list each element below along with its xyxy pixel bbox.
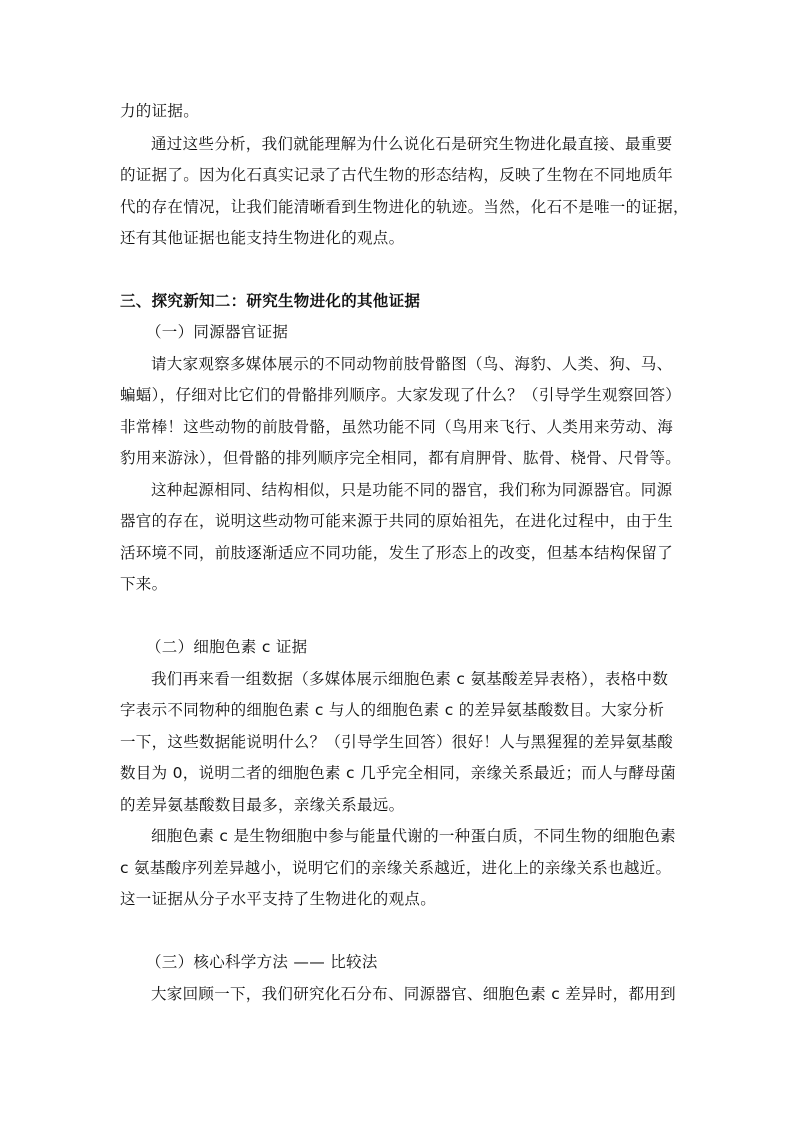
text-line: 数目为 0，说明二者的细胞色素 c 几乎完全相同，亲缘关系最近；而人与酵母菌 xyxy=(120,764,677,782)
section-heading: 三、探究新知二：研究生物进化的其他证据 xyxy=(120,292,421,310)
text-line: 通过这些分析，我们就能理解为什么说化石是研究生物进化最直接、最重要 xyxy=(151,135,673,153)
text-line: 豹用来游泳），但骨骼的排列顺序完全相同，都有肩胛骨、肱骨、桡骨、尺骨等。 xyxy=(120,449,682,467)
text-line: 这种起源相同、结构相似，只是功能不同的器官，我们称为同源器官。同源 xyxy=(151,481,673,499)
text-line: c 氨基酸序列差异越小，说明它们的亲缘关系越近，进化上的亲缘关系也越近。 xyxy=(120,859,672,877)
text-line: 我们再来看一组数据（多媒体展示细胞色素 c 氨基酸差异表格），表格中数 xyxy=(151,670,669,688)
subsection-heading: （三）核心科学方法 —— 比较法 xyxy=(146,953,378,971)
text-line: 还有其他证据也能支持生物进化的观点。 xyxy=(120,229,405,247)
text-line: 力的证据。 xyxy=(120,102,200,120)
text-line: 这一证据从分子水平支持了生物进化的观点。 xyxy=(120,890,437,908)
text-line: 蝙蝠），仔细对比它们的骨骼排列顺序。大家发现了什么？（引导学生观察回答） xyxy=(120,386,682,404)
text-line: 代的存在情况，让我们能清晰看到生物进化的轨迹。当然，化石不是唯一的证据， xyxy=(120,198,689,216)
subsection-heading: （二）细胞色素 c 证据 xyxy=(146,638,308,656)
text-line: 活环境不同，前肢逐渐适应不同功能，发生了形态上的改变，但基本结构保留了 xyxy=(120,544,674,562)
text-line: 下来。 xyxy=(120,575,168,593)
text-line: 字表示不同物种的细胞色素 c 与人的细胞色素 c 的差异氨基酸数目。大家分析 xyxy=(120,701,665,719)
text-line: 请大家观察多媒体展示的不同动物前肢骨骼图（鸟、海豹、人类、狗、马、 xyxy=(151,355,673,373)
text-line: 一下，这些数据能说明什么？（引导学生回答）很好！人与黑猩猩的差异氨基酸 xyxy=(120,733,674,751)
text-line: 非常棒！这些动物的前肢骨骼，虽然功能不同（鸟用来飞行、人类用来劳动、海 xyxy=(120,418,674,436)
text-line: 的证据了。因为化石真实记录了古代生物的形态结构，反映了生物在不同地质年 xyxy=(120,166,674,184)
text-line: 大家回顾一下，我们研究化石分布、同源器官、细胞色素 c 差异时，都用到 xyxy=(151,985,676,1003)
text-line: 的差异氨基酸数目最多，亲缘关系最远。 xyxy=(120,796,405,814)
text-line: 细胞色素 c 是生物细胞中参与能量代谢的一种蛋白质，不同生物的细胞色素 xyxy=(151,827,676,845)
text-line: 器官的存在，说明这些动物可能来源于共同的原始祖先，在进化过程中，由于生 xyxy=(120,512,674,530)
subsection-heading: （一）同源器官证据 xyxy=(146,323,289,341)
